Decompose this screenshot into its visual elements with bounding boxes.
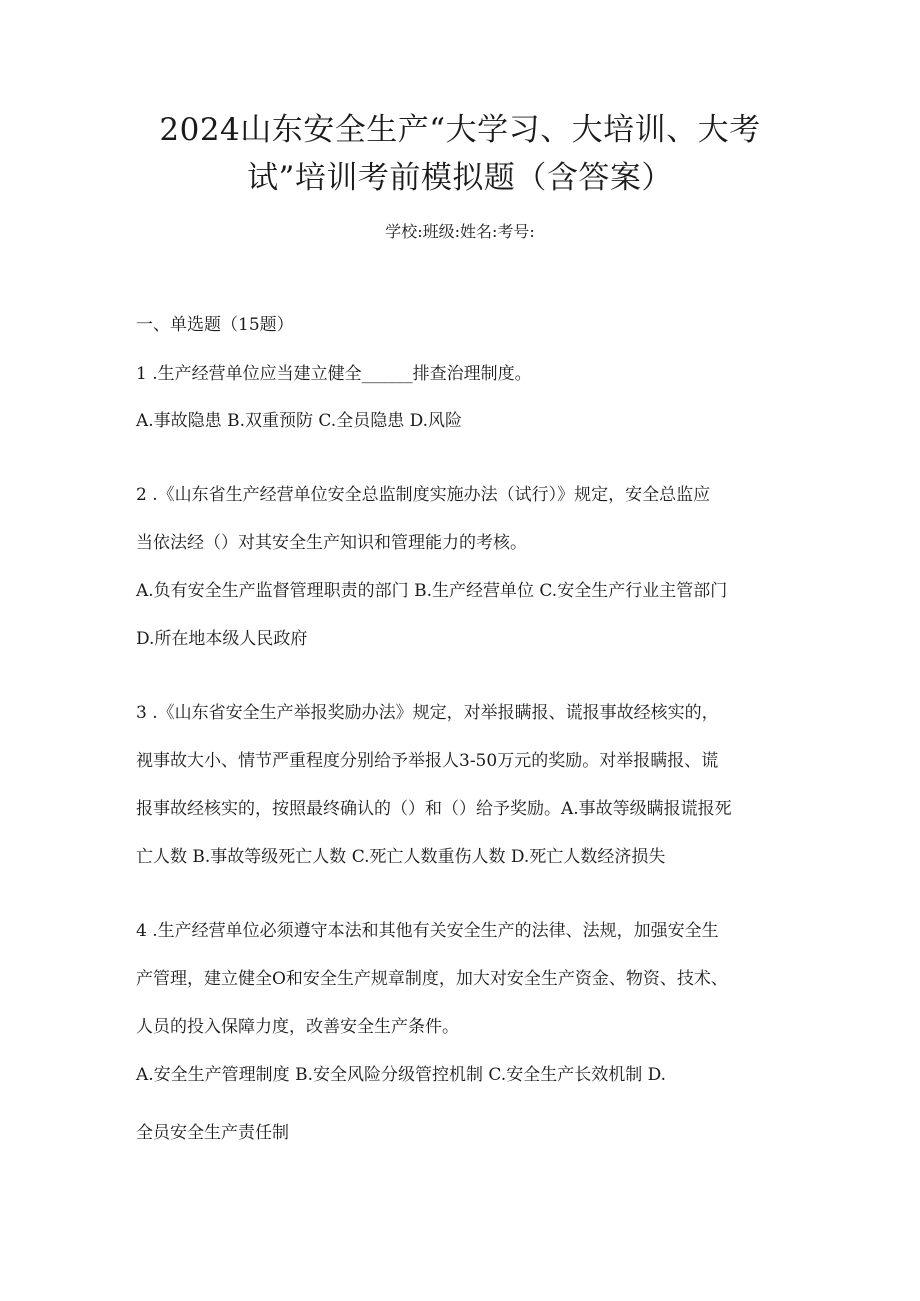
question-options: A.负有安全生产监督管理职责的部门 B.生产经营单位 C.安全生产行业主管部门 [136,581,728,601]
document-title-line-2: 试”培训考前模拟题（含答案） [247,160,673,196]
question-stem: 1 .生产经营单位应当建立健全______排查治理制度。 [136,364,532,384]
document-title-line-1: 2024山东安全生产“大学习、大培训、大考 [159,112,761,148]
question-options: D.所在地本级人民政府 [136,629,308,649]
question-stem: 报事故经核实的，按照最终确认的（）和（）给予奖励。A.事故等级瞒报谎报死 [136,799,732,819]
question-options: A.事故隐患 B.双重预防 C.全员隐患 D.风险 [136,411,463,431]
question-stem: 4 .生产经营单位必须遵守本法和其他有关安全生产的法律、法规，加强安全生 [136,921,719,941]
section-heading: 一、单选题（15题） [136,315,294,335]
question-options: A.安全生产管理制度 B.安全风险分级管控机制 C.安全生产长效机制 D. [136,1065,667,1085]
question-stem: 当依法经（）对其安全生产知识和管理能力的考核。 [136,533,527,553]
question-stem: 视事故大小、情节严重程度分别给予举报人3-50万元的奖励。对举报瞒报、谎 [136,751,719,771]
question-stem: 人员的投入保障力度，改善安全生产条件。 [136,1017,459,1037]
question-options: 全员安全生产责任制 [136,1123,289,1143]
question-stem: 产管理，建立健全O和安全生产规章制度，加大对安全生产资金、物资、技术、 [136,969,728,989]
question-stem: 2 .《山东省生产经营单位安全总监制度实施办法（试行）》规定，安全总监应 [136,485,711,505]
student-info-line: 学校:班级:姓名:考号: [385,222,535,241]
question-options: 亡人数 B.事故等级死亡人数 C.死亡人数重伤人数 D.死亡人数经济损失 [136,847,666,867]
question-stem: 3 .《山东省安全生产举报奖励办法》规定，对举报瞒报、谎报事故经核实的， [136,703,719,723]
